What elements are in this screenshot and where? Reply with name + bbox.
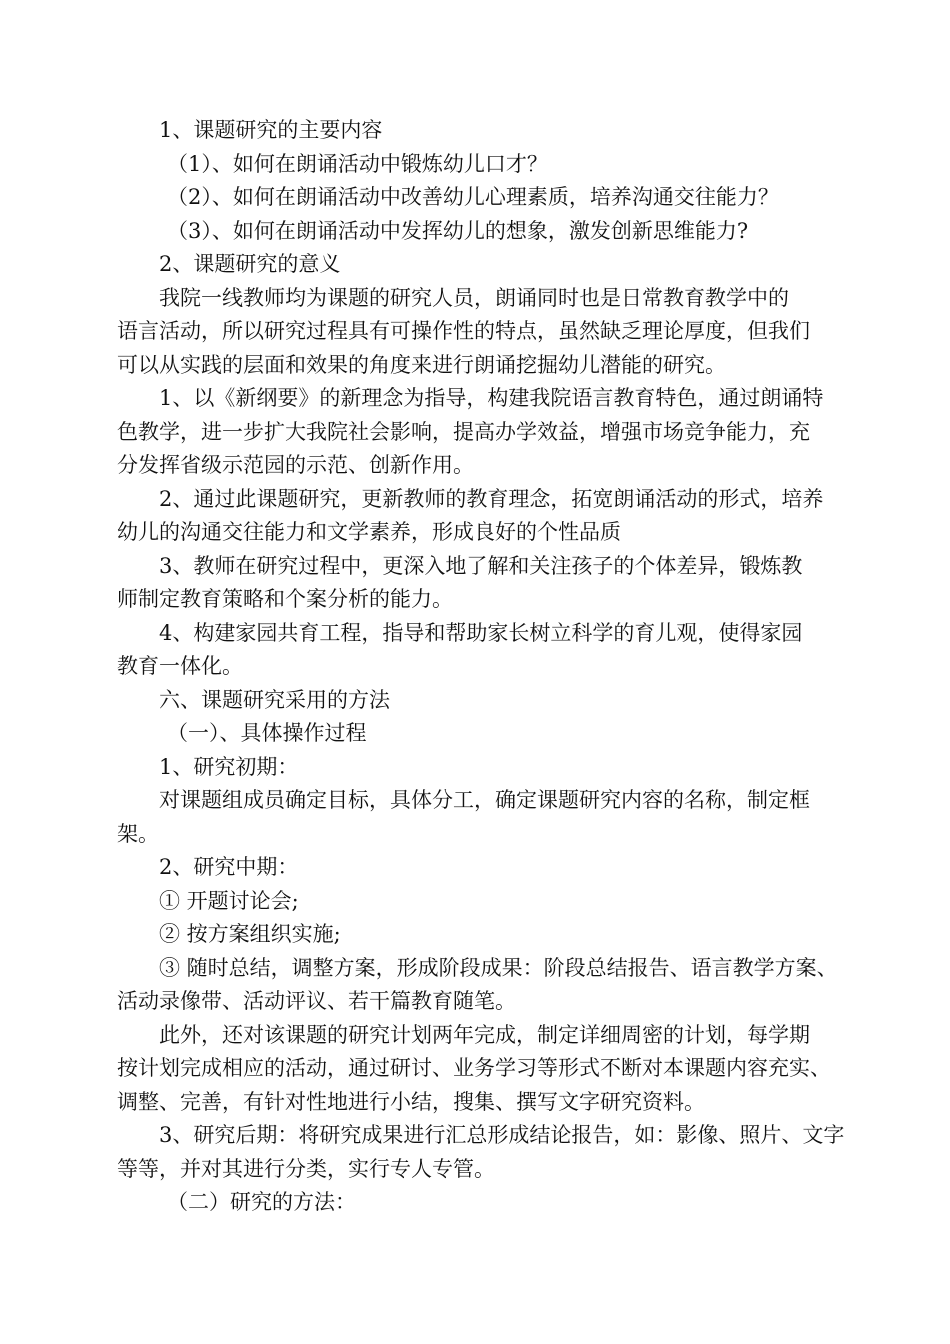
paragraph-line: 可以从实践的层面和效果的角度来进行朗诵挖掘幼儿潜能的研究。 xyxy=(117,352,726,377)
list-item: （3）、如何在朗诵活动中发挥幼儿的想象，激发创新思维能力? xyxy=(167,218,749,243)
paragraph-line: 语言活动，所以研究过程具有可操作性的特点，虽然缺乏理论厚度，但我们 xyxy=(117,319,810,343)
paragraph-line: 1、以《新纲要》的新理念为指导，构建我院语言教育特色，通过朗诵特 xyxy=(159,386,824,410)
subheading-process: （一）、具体操作过程 xyxy=(167,721,367,745)
paragraph-line: 架。 xyxy=(117,821,159,846)
paragraph-line: 教育一体化。 xyxy=(117,654,243,678)
list-item: （1）、如何在朗诵活动中锻炼幼儿口才？ xyxy=(167,151,548,176)
list-item: ② 按方案组织实施; xyxy=(159,922,341,946)
paragraph-line: 我院一线教师均为课题的研究人员，朗诵同时也是日常教育教学中的 xyxy=(159,285,789,310)
heading-middle-stage: 2、研究中期： xyxy=(159,855,299,879)
paragraph-line: 按计划完成相应的活动，通过研讨、业务学习等形式不断对本课题内容充实、 xyxy=(117,1056,831,1080)
paragraph-line: 等等，并对其进行分类，实行专人专管。 xyxy=(117,1156,495,1181)
paragraph-line: 4、构建家园共育工程，指导和帮助家长树立科学的育儿观，使得家园 xyxy=(159,620,803,645)
heading-methods: 六、课题研究采用的方法 xyxy=(159,687,390,712)
paragraph-line: 3、研究后期：将研究成果进行汇总形成结论报告，如：影像、照片、文字 xyxy=(159,1123,845,1147)
paragraph-line: 师制定教育策略和个案分析的能力。 xyxy=(117,587,453,611)
paragraph-line: 活动录像带、活动评议、若干篇教育随笔。 xyxy=(117,989,516,1013)
heading-significance: 2、课题研究的意义 xyxy=(159,252,341,276)
subheading-methods: （二）研究的方法： xyxy=(167,1190,356,1214)
list-item: （2）、如何在朗诵活动中改善幼儿心理素质，培养沟通交往能力？ xyxy=(167,185,779,209)
paragraph-line: 2、通过此课题研究，更新教师的教育理念，拓宽朗诵活动的形式，培养 xyxy=(159,486,824,511)
paragraph-line: 幼儿的沟通交往能力和文学素养，形成良好的个性品质 xyxy=(117,520,621,544)
paragraph-line: 对课题组成员确定目标，具体分工，确定课题研究内容的名称，制定框 xyxy=(159,788,810,812)
list-item: ① 开题讨论会; xyxy=(159,888,299,913)
paragraph-line: 色教学，进一步扩大我院社会影响，提高办学效益，增强市场竞争能力，充 xyxy=(117,419,810,444)
heading-main-content: 1、课题研究的主要内容 xyxy=(159,118,383,142)
list-item: ③ 随时总结，调整方案，形成阶段成果：阶段总结报告、语言教学方案、 xyxy=(159,955,838,980)
paragraph-line: 分发挥省级示范园的示范、创新作用。 xyxy=(117,453,474,477)
paragraph-line: 调整、完善，有针对性地进行小结，搜集、撰写文字研究资料。 xyxy=(117,1089,705,1114)
paragraph-line: 3、教师在研究过程中，更深入地了解和关注孩子的个体差异，锻炼教 xyxy=(159,553,803,578)
document-body xyxy=(117,114,845,1220)
paragraph-line: 此外，还对该课题的研究计划两年完成，制定详细周密的计划，每学期 xyxy=(159,1022,810,1047)
heading-early-stage: 1、研究初期： xyxy=(159,754,299,779)
